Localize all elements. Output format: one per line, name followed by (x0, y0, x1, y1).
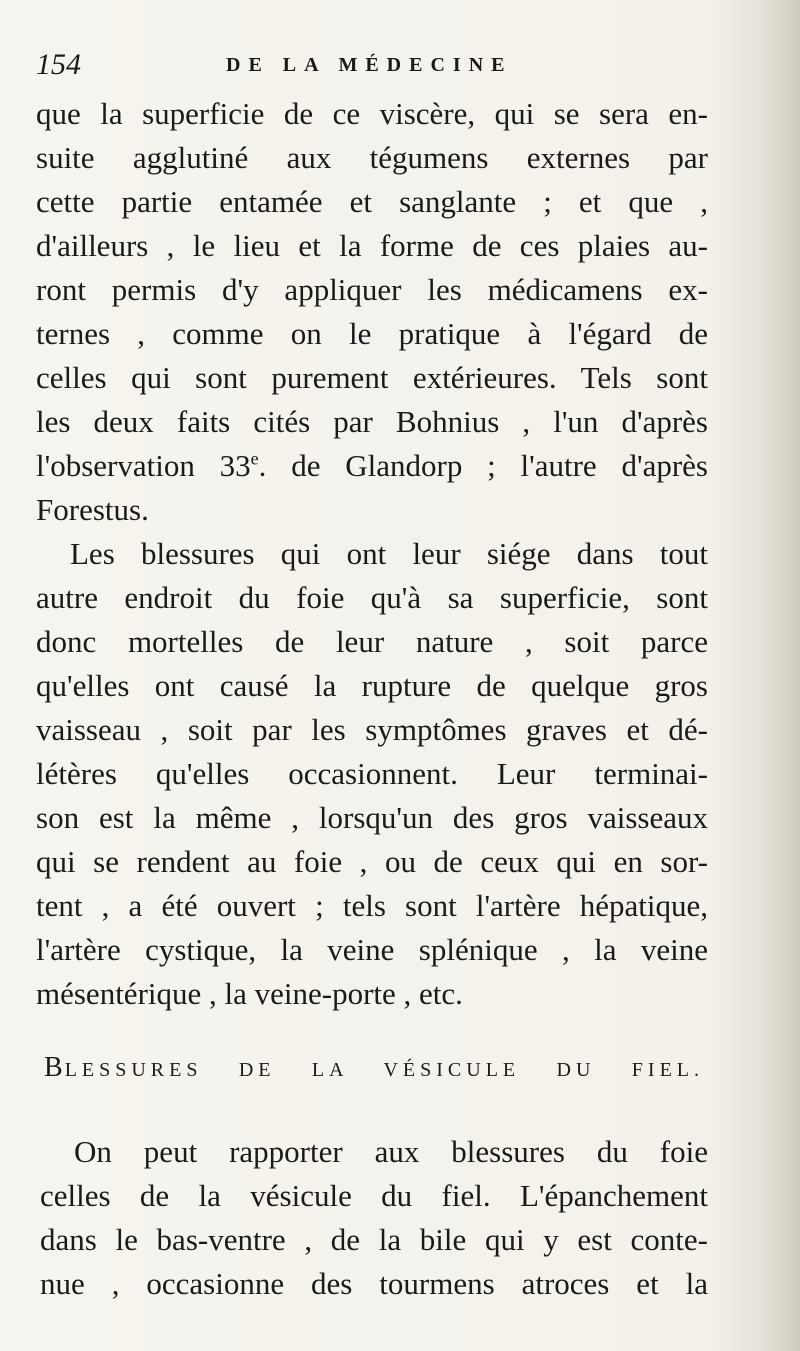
paragraph-after-heading (40, 1130, 708, 1306)
text-line: donc mortelles de leur nature , soit parce (36, 624, 708, 659)
text-line: d'ailleurs , le lieu et la forme de ces plaies au- (36, 228, 708, 263)
text-line-with-superscript (36, 444, 708, 488)
text-fragment: . de Glandorp ; l'autre d'après (258, 448, 708, 483)
heading-text: LESSURES DE LA VÉSICULE DU FIEL. (64, 1059, 704, 1081)
text-line: nue , occasionne des tourmens atroces et la (40, 1266, 708, 1301)
text-line: tent , a été ouvert ; tels sont l'artère hépatique, (36, 888, 708, 923)
page-header (36, 48, 736, 84)
ordinal-superscript: e (250, 448, 259, 469)
text-line: mésentérique , la veine-porte , etc. (36, 976, 463, 1011)
text-line: vaisseau , soit par les symptômes graves et dé- (36, 712, 708, 747)
text-line: autre endroit du foie qu'à sa superficie, sont (36, 580, 708, 615)
section-heading (44, 1052, 704, 1084)
text-line: celles qui sont purement extérieures. Tels sont (36, 360, 708, 395)
heading-initial: B (44, 1052, 65, 1083)
text-line: celles de la vésicule du fiel. L'épanchement (40, 1178, 708, 1213)
text-line: On peut rapporter aux blessures du foie (74, 1134, 708, 1169)
text-line: qu'elles ont causé la rupture de quelque gros (36, 668, 708, 703)
text-line: son est la même , lorsqu'un des gros vaisseaux (36, 800, 708, 835)
text-line: ternes , comme on le pratique à l'égard de (36, 316, 708, 351)
text-line: létères qu'elles occasionnent. Leur terminai- (36, 756, 708, 791)
page-number: 154 (36, 48, 81, 81)
text-line: qui se rendent au foie , ou de ceux qui en sor- (36, 844, 708, 879)
text-line: dans le bas-ventre , de la bile qui y est conte- (40, 1222, 708, 1257)
text-line: les deux faits cités par Bohnius , l'un d'après (36, 404, 708, 439)
text-line: cette partie entamée et sanglante ; et que , (36, 184, 708, 219)
running-head: DE LA MÉDECINE (226, 54, 513, 76)
text-line: l'artère cystique, la veine splénique , la veine (36, 932, 708, 967)
text-fragment: l'observation 33 (36, 448, 251, 483)
body-text (36, 92, 708, 1016)
text-line: Les blessures qui ont leur siége dans tout (70, 536, 708, 571)
text-line: suite agglutiné aux tégumens externes par (36, 140, 708, 175)
text-line: que la superficie de ce viscère, qui se sera en- (36, 96, 708, 131)
text-line: ront permis d'y appliquer les médicamens ex- (36, 272, 708, 307)
text-line: Forestus. (36, 492, 149, 527)
